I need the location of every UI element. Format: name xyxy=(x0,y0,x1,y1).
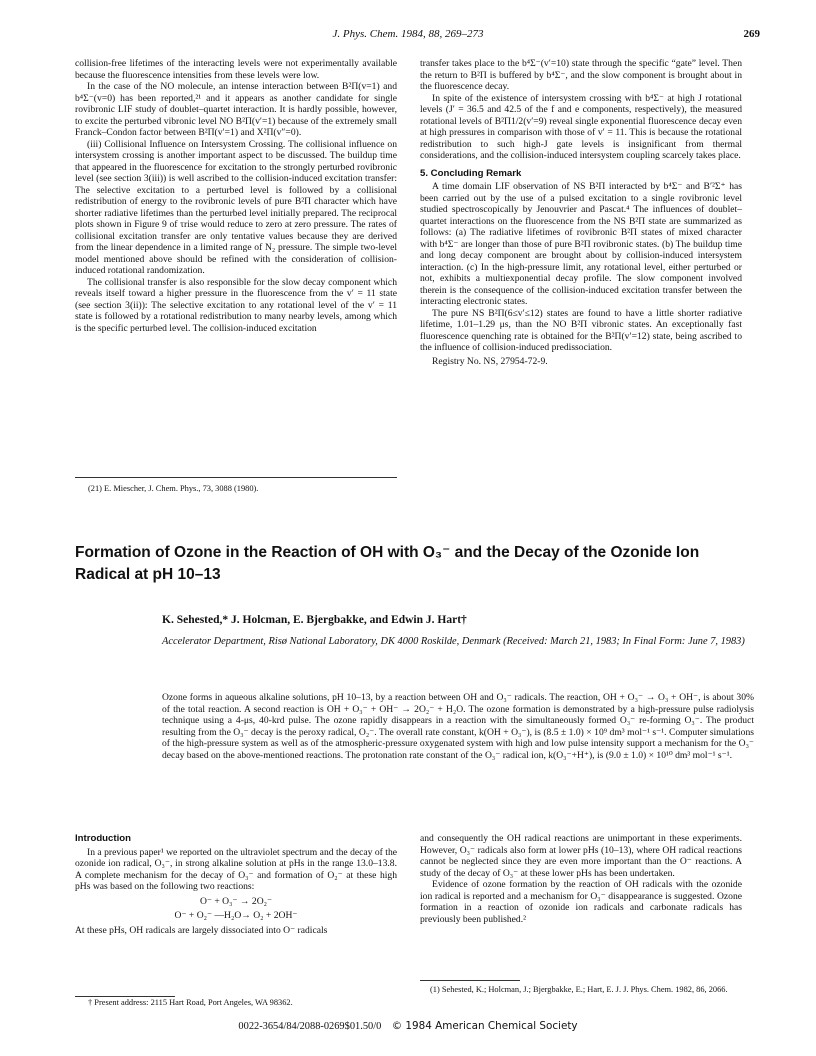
paragraph: The collisional transfer is also responsible for the slow decay component which reveals itself toward a higher pressure in the fluorescence from the v′ = 11 state (see section 3(ii)): The selective excitation to any rotational level of the v′ = 11 state is followed by a rotational redistribution to many nearby levels, among which is the specific perturbed level. The collision-induced excitation xyxy=(75,276,397,334)
paragraph: Evidence of ozone formation by the reaction of OH radicals with the ozonide ion radical is reported and a mechanism for O₃⁻ disappearance is suggested. Ozone formation in a reaction of ozonide ion radicals and carbonate radicals has previously been published.² xyxy=(420,879,742,925)
footnote-1: (1) Sehested, K.; Holcman, J.; Bjergbakke, E.; Hart, E. J. J. Phys. Chem. 1982, 86, 2066. xyxy=(430,985,728,994)
paragraph: and consequently the OH radical reactions are unimportant in these experiments. However, O₃⁻ radicals also form at lower pHs (10–13), where OH radical reactions cannot be neglected since they are even more important than the O⁻ reactions. A study of the decay of O₃⁻ at these lower pHs has been undertaken. xyxy=(420,833,742,879)
footnote-rule-right xyxy=(420,980,520,981)
paragraph: collision-free lifetimes of the interacting levels were not experimentally available because the fluorescence intensities from these levels were low. xyxy=(75,58,397,81)
affiliation: Accelerator Department, Risø National Laboratory, DK 4000 Roskilde, Denmark (Received: March 21, 1983; In Final Form: June 7, 1983) xyxy=(162,636,745,647)
copyright: © 1984 American Chemical Society xyxy=(391,1020,578,1032)
running-header xyxy=(0,28,816,44)
page-number: 269 xyxy=(743,28,760,40)
section-heading: 5. Concluding Remark xyxy=(420,167,522,179)
paragraph: The pure NS B²Π(6≤v′≤12) states are found to have a little shorter radiative lifetime, 1.01–1.29 μs, than the NO B²Π vibronic states. An exceptionally fast fluorescence quenching rate is obtained for the B²Π(v′=12) state, being ascribed to the influence of collision-induced predissociation. xyxy=(420,307,742,353)
copyright-line xyxy=(0,1020,816,1032)
paragraph: In a previous paper¹ we reported on the ultraviolet spectrum and the decay of the ozonide ion radical, O₃⁻, in strong alkaline solution at pHs in the range 13.0–13.8. A complete mechanism for the decay of O₃⁻ and formation of O₂⁻ at these high pHs was based on the following two reactions: xyxy=(75,846,397,892)
abstract: Ozone forms in aqueous alkaline solutions, pH 10–13, by a reaction between OH and O₃⁻ radicals. The reaction, OH + O₃⁻ → O₃ + OH⁻, is about 30% of the total reaction. A second reaction is OH + O₃⁻ + OH⁻ → 2O₂⁻ + H₂O. The ozone formation is demonstrated by a high-pressure pulse radiolysis technique using a 4-μs, 40-krd pulse. The ozone rapidly disappears in a reaction with the simultaneously formed O₃⁻ re-forming O₃⁻. The product resulting from the O₃⁻ decay is the peroxy radical, O₂⁻. The overall rate constant, k(OH + O₃⁻), is (8.5 ± 1.0) × 10⁹ dm³ mol⁻¹ s⁻¹. Computer simulations of the high-pressure system as well as of the atmospheric-pressure oxygenated system with high and low pulse intensity support a mechanism for the O₃⁻ decay based on the above-mentioned reactions. The protonation rate constant of the O₃⁻ radical ion, k(O₃⁻+H⁺), is (9.0 ± 1.0) × 10¹⁰ dm³ mol⁻¹ s⁻¹. xyxy=(162,692,754,761)
prev-article-column-left xyxy=(75,58,397,334)
author-list: K. Sehested,* J. Holcman, E. Bjergbakke, and Edwin J. Hart† xyxy=(162,614,467,626)
intro-column-left xyxy=(75,833,397,936)
section-heading: Introduction xyxy=(75,833,131,844)
paragraph: In the case of the NO molecule, an intense interaction between B²Π(v=1) and b⁴Σ⁻(v=0) has been reported,²¹ and it appears as another candidate for single rovibronic LIF study of doublet–quartet interaction. It is hardly possible, however, to excite the perturbed vibronic level NO B²Π(v′=1) because of the extremely small Franck–Condon factor between B²Π(v′=1) and X²Π(v″=0). xyxy=(75,81,397,138)
footnote-rule xyxy=(75,477,397,478)
equation-2: O⁻ + O₂⁻ —H₂O→ O₂ + 2OH⁻ xyxy=(174,910,298,921)
paragraph: A time domain LIF observation of NS B²Π interacted by b⁴Σ⁻ and B′²Σ⁺ has been carried out by the use of a pulsed excitation to a single rovibronic level studied spectroscopically by Jenouvrier and Pascat.⁴ The influences of doublet–quartet interactions on the fluorescence from the NS B²Π state are summarized as follows: (a) The radiative lifetimes of rovibronic B²Π states of mixed character with b⁴Σ⁻ are longer than those of pure B²Π rovibronic states. (b) The buildup time and long decay component are brought about by collision-induced intersystem interaction. (c) In the high-pressure limit, any rotational level, either perturbed or not, exhibits a multiexponential decay profile. The slow component involved therein is the consequence of the collision-induced excitation transfer between the interacting electronic states. xyxy=(420,181,742,307)
prev-article-column-right xyxy=(420,58,742,367)
registry-number: Registry No. NS, 27954-72-9. xyxy=(432,355,548,367)
paragraph: transfer takes place to the b⁴Σ⁻(v′=10) state through the specific “gate” level. Then the return to B²Π is buffered by b⁴Σ⁻, and the slow component is brought about in the fluorescence decay. xyxy=(420,58,742,92)
footnote-21: (21) E. Miescher, J. Chem. Phys., 73, 3088 (1980). xyxy=(88,484,259,493)
intro-column-right xyxy=(420,833,742,925)
article-title: Formation of Ozone in the Reaction of OH with O₃⁻ and the Decay of the Ozonide Ion Radical at pH 10–13 xyxy=(75,544,700,583)
paragraph: (iii) Collisional Influence on Intersystem Crossing. The collisional influence on intersystem crossing is another important aspect to be discussed. The buildup time that appeared in the fluorescence for excitation to the strongly perturbed rovibronic level (see section 3(iii)) is well ascribed to the collision-induced excitation transfer: The selective excitation to a perturbed level is followed by a collisional redistribution of energy to the rovibronic levels of pure B²Π character which have shorter radiative lifetimes than the perturbed level initially prepared. The reciprocal plots shown in Figure 9 of τrise would reduce to zero at zero pressure. The rates of collisional excitation transfer are only tentative values because they are derived from the linear dependence in a limited range of N₂ pressure. The simple two-level model mentioned above should be refined with the consideration of collision-induced rotational randomization. xyxy=(75,138,397,276)
journal-citation: J. Phys. Chem. 1984, 88, 269–273 xyxy=(332,28,484,40)
footnote-rule-left xyxy=(75,996,175,997)
footnote-present-address: † Present address: 2115 Hart Road, Port Angeles, WA 98362. xyxy=(88,998,293,1007)
article-code: 0022-3654/84/2088-0269$01.50/0 xyxy=(238,1021,382,1032)
paragraph: In spite of the existence of intersystem crossing with b⁴Σ⁻ at high J rotational levels (J′ = 36.5 and 42.5 of the f and e components, respectively), the measured rotational levels of B²Π1/2(v′=9) reveal single exponential fluorescence decay even at high pressures in comparison with those of v′ = 11. This is because the rotational redistribution to such high-J gate levels is insignificant from thermal considerations, and the collision-induced intersystem coupling scarcely takes place. xyxy=(420,92,742,161)
equation-1: O⁻ + O₃⁻ → 2O₂⁻ xyxy=(199,895,273,907)
paragraph: At these pHs, OH radicals are largely dissociated into O⁻ radicals xyxy=(75,924,328,936)
